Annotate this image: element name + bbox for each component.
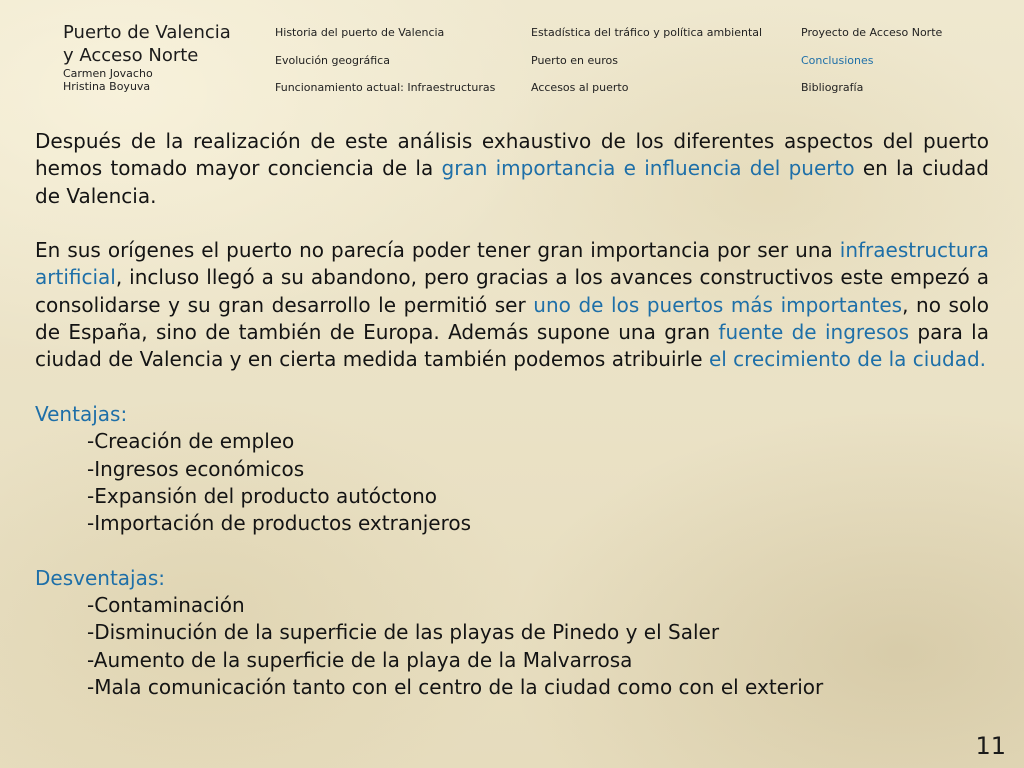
presentation-title-line-2: y Acceso Norte: [63, 45, 199, 66]
nav-link-evolucion[interactable]: Evolución geográfica: [275, 53, 390, 67]
presentation-title-block: [63, 21, 263, 93]
p2-text-a: En sus orígenes el puerto no parecía poder tener gran importancia por ser una: [35, 238, 840, 263]
p2-highlight-city-growth: el crecimiento de la ciudad.: [708, 347, 987, 372]
nav-column-2: [531, 26, 762, 109]
advantage-item: -Expansión del producto autóctono: [87, 483, 437, 508]
disadvantages-list: [35, 592, 989, 701]
nav-link-funcionamiento[interactable]: Funcionamiento actual: Infraestructuras: [275, 81, 496, 94]
disadvantages-heading: Desventajas:: [35, 565, 166, 590]
nav-link-conclusiones[interactable]: Conclusiones: [801, 53, 874, 67]
nav-link-bibliografia[interactable]: Bibliografía: [801, 81, 864, 94]
advantages-heading: Ventajas:: [35, 401, 128, 426]
presentation-title-line-1: Puerto de Valencia: [63, 22, 231, 43]
p2-highlight-important-ports: uno de los puertos más importantes: [533, 292, 903, 317]
nav-column-1: [275, 26, 495, 109]
p1-text-b: en la ciudad de Valencia.: [35, 156, 990, 208]
nav-link-historia[interactable]: Historia del puerto de Valencia: [275, 26, 445, 39]
p2-text-c: , no solo de España, sino de también de Europa. Además supone una gran: [35, 292, 989, 345]
nav-column-3: [801, 26, 942, 109]
p2-highlight-artificial: infraestructura artificial: [35, 238, 989, 290]
nav-link-accesos[interactable]: Accesos al puerto: [531, 81, 629, 94]
conclusion-paragraph-1: [35, 128, 989, 210]
author-name-1: Carmen Jovacho: [63, 67, 153, 80]
advantage-item: -Creación de empleo: [87, 429, 295, 454]
nav-link-estadistica[interactable]: Estadística del tráfico y política ambiental: [531, 26, 763, 39]
advantage-item: -Importación de productos extranjeros: [87, 511, 472, 536]
p2-text-d: para la ciudad de Valencia y en cierta medida también podemos atribuirle: [35, 320, 989, 372]
advantage-item: -Ingresos económicos: [87, 456, 305, 481]
author-name-2: Hristina Boyuva: [63, 80, 151, 93]
slide-page-number: 11: [975, 732, 1006, 760]
p1-highlight-importance: gran importancia e influencia del puerto: [441, 156, 855, 181]
disadvantage-item: -Mala comunicación tanto con el centro de la ciudad como con el exterior: [87, 674, 824, 699]
disadvantage-item: -Disminución de la superficie de las playas de Pinedo y el Saler: [87, 620, 720, 645]
nav-link-proyecto[interactable]: Proyecto de Acceso Norte: [801, 26, 943, 39]
p2-text-b: , incluso llegó a su abandono, pero gracias a los avances constructivos este empezó a consolidarse y su gran desarrollo le permitió ser: [35, 265, 989, 317]
p2-highlight-income: fuente de ingresos: [718, 320, 910, 345]
slide-content: [35, 128, 989, 729]
conclusion-paragraph-2: [35, 237, 989, 373]
disadvantage-item: -Contaminación: [87, 593, 245, 618]
slide-header: [0, 0, 1024, 100]
disadvantage-item: -Aumento de la superficie de la playa de la Malvarrosa: [87, 647, 633, 672]
nav-link-puerto-euros[interactable]: Puerto en euros: [531, 53, 618, 67]
p1-text-a: Después de la realización de este análisis exhaustivo de los diferentes aspectos del puerto hemos tomado mayor conciencia de la: [35, 129, 989, 181]
advantages-list: [35, 428, 989, 537]
